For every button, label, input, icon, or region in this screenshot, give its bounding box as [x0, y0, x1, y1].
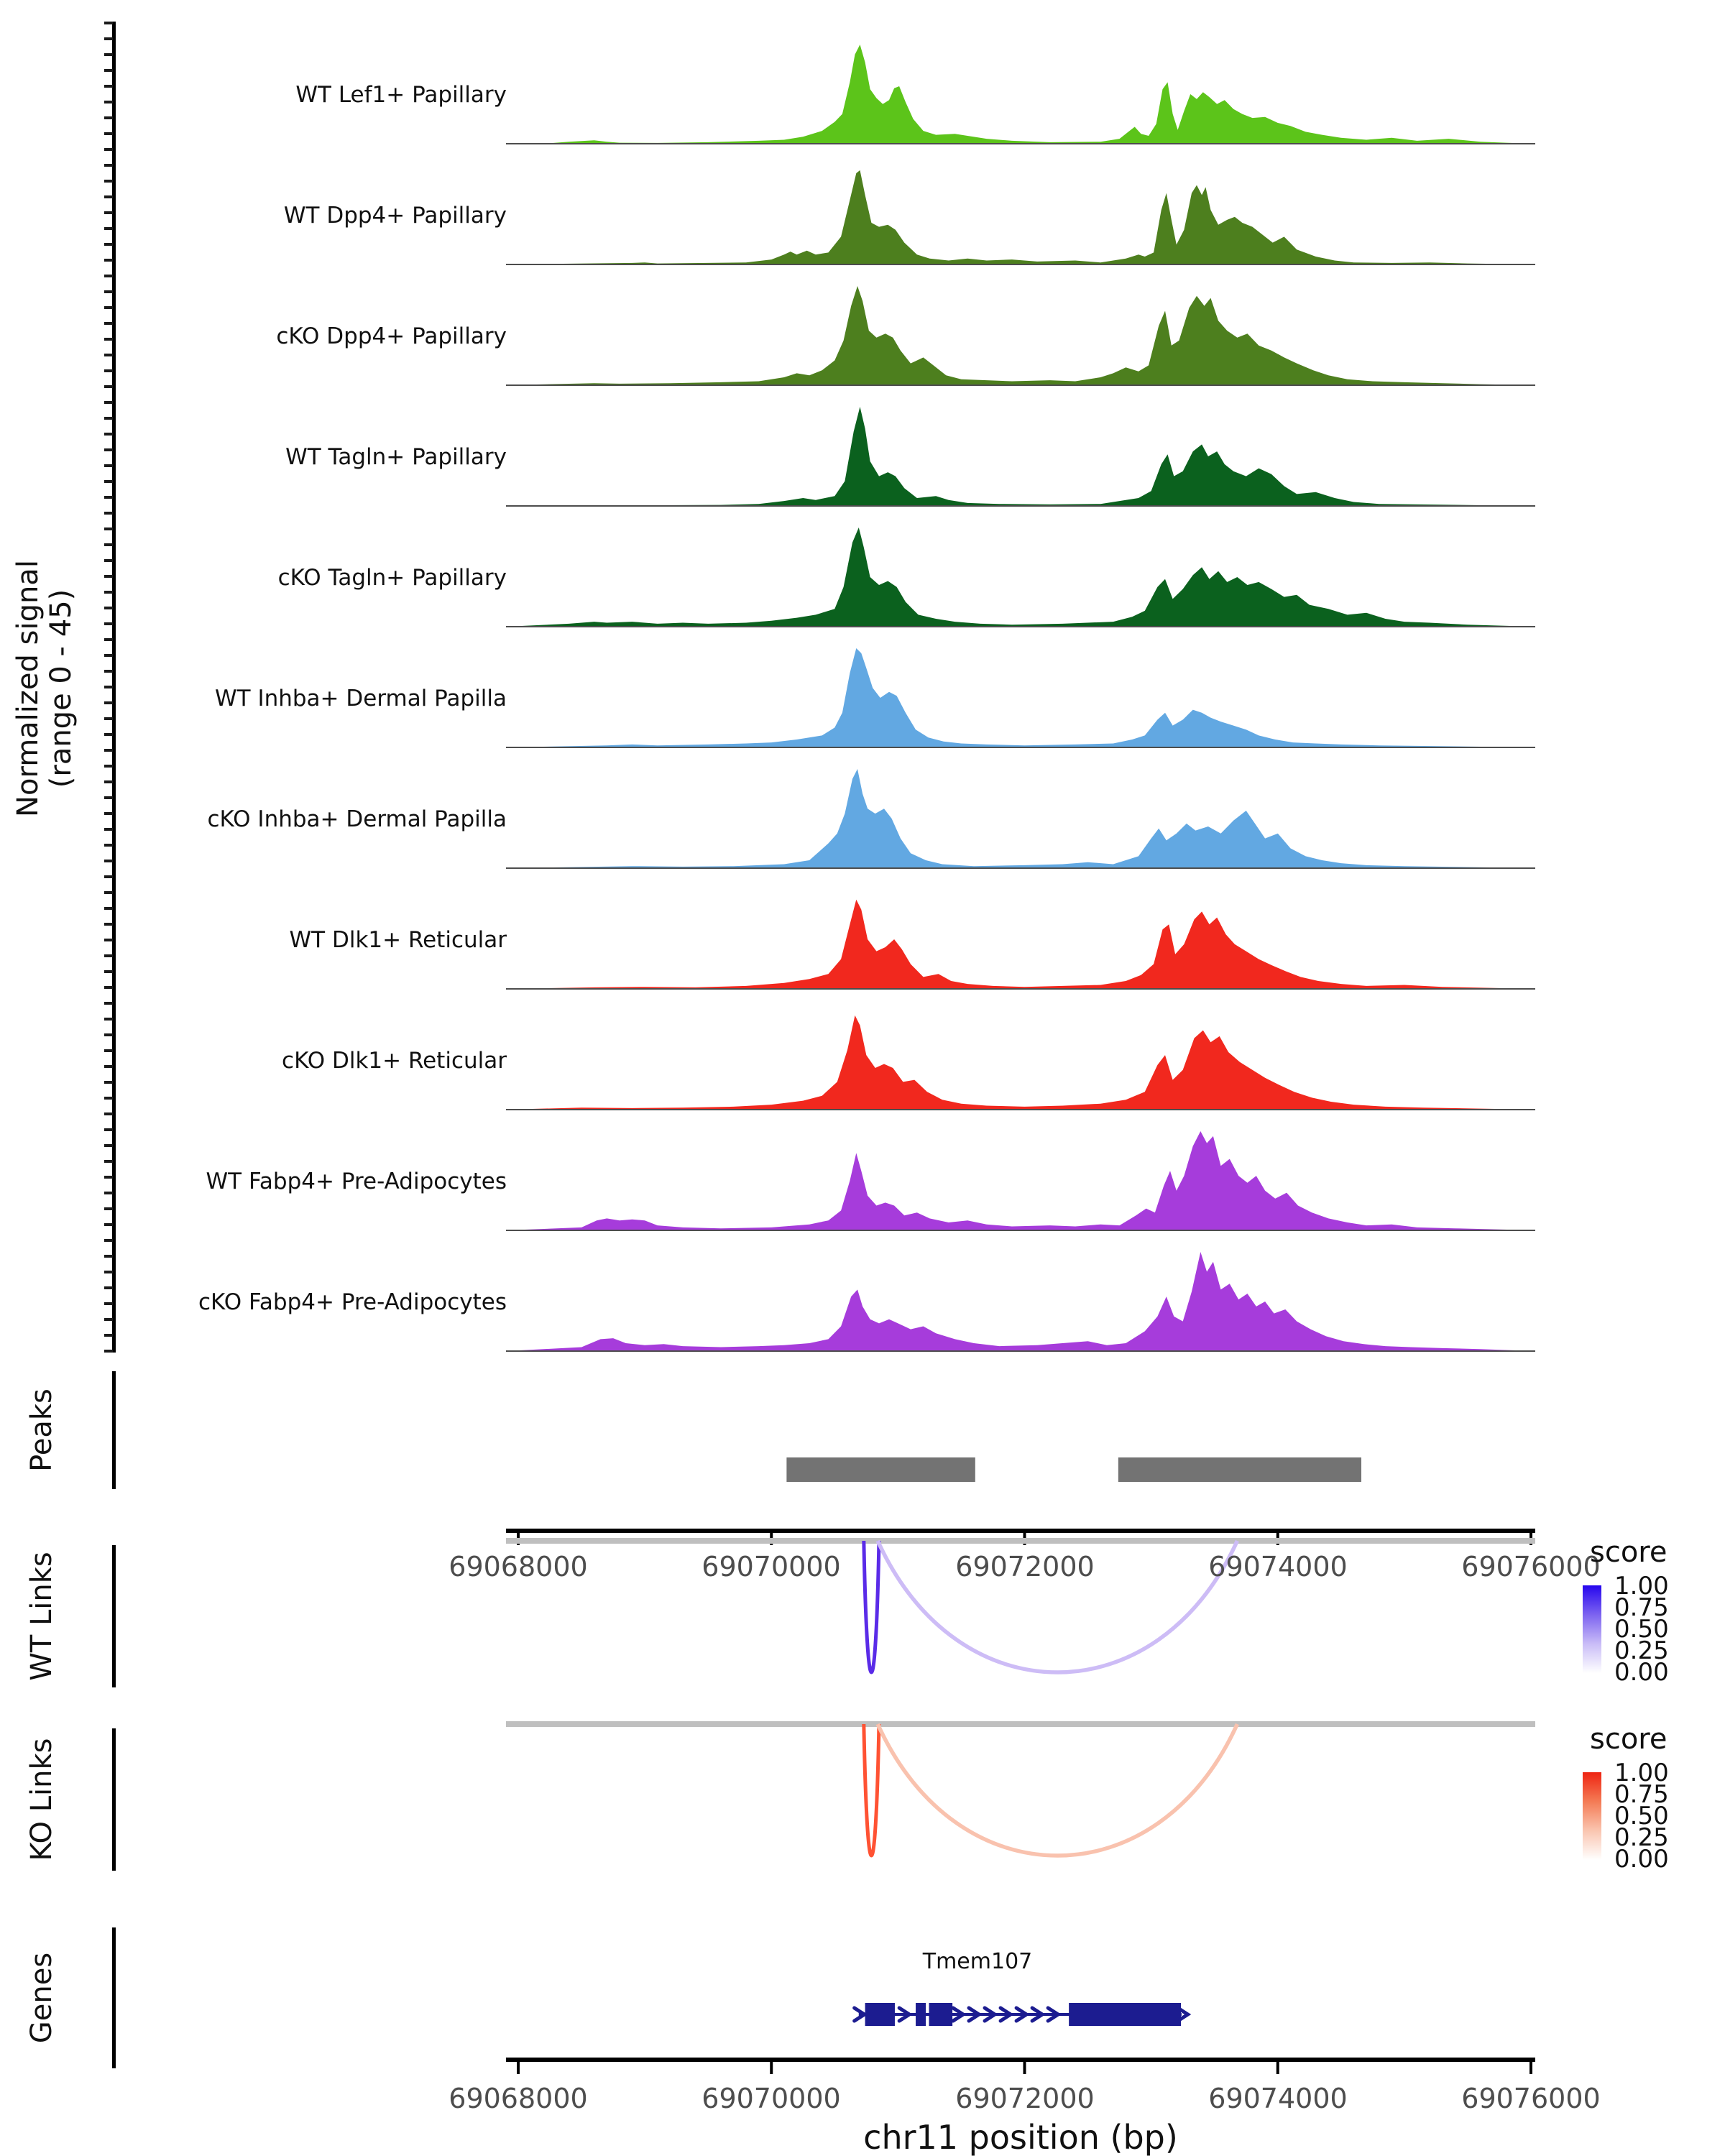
axis1-tick-3: 69074000	[1208, 1551, 1348, 1583]
coverage-area-9	[506, 1131, 1535, 1230]
section-label-genes: Genes	[25, 1952, 58, 2044]
axis2-tick-2: 69072000	[955, 2083, 1095, 2114]
y-axis-title-line1: Normalized signal	[12, 560, 45, 817]
ko-links-axis-bar	[112, 1728, 116, 1871]
wt-score-label-100: 1.00	[1614, 1572, 1669, 1600]
gene-exon-3	[1069, 2003, 1181, 2026]
axis1-tick-2: 69072000	[955, 1551, 1095, 1583]
gene-exon-0	[865, 2003, 895, 2026]
track-label-8: cKO Dlk1+ Reticular	[282, 1048, 507, 1074]
ko-score-gradient-bar	[1583, 1772, 1601, 1860]
section-label-peaks: Peaks	[25, 1388, 58, 1472]
track-label-7: WT Dlk1+ Reticular	[289, 927, 507, 953]
ko-score-label-050: 0.50	[1614, 1802, 1669, 1830]
axis2-tick-3: 69074000	[1208, 2083, 1348, 2114]
axis1-tick-4: 69076000	[1461, 1551, 1601, 1583]
axis1-tick-1: 69070000	[702, 1551, 841, 1583]
ko-score-label-000: 0.00	[1614, 1845, 1669, 1874]
coverage-area-4	[506, 528, 1535, 627]
genes-axis-bar	[112, 1927, 116, 2068]
coverage-area-3	[506, 407, 1535, 506]
x-axis-title: chr11 position (bp)	[863, 2118, 1178, 2156]
peak-bar-0	[786, 1457, 975, 1482]
gene-name-label: Tmem107	[922, 1949, 1033, 1974]
gene-exon-1	[916, 2003, 926, 2026]
track-label-4: cKO Tagln+ Papillary	[277, 565, 507, 591]
ko-score-label-075: 0.75	[1614, 1780, 1669, 1809]
track-label-1: WT Dpp4+ Papillary	[283, 203, 507, 229]
track-label-2: cKO Dpp4+ Papillary	[276, 323, 507, 349]
axis1-tick-0: 69068000	[448, 1551, 588, 1583]
track-label-3: WT Tagln+ Papillary	[285, 444, 507, 470]
coverage-area-7	[506, 900, 1535, 989]
track-label-6: cKO Inhba+ Dermal Papilla	[207, 806, 507, 832]
coverage-area-0	[506, 45, 1535, 144]
ko-link-arc-1	[878, 1724, 1237, 1856]
wt-link-arc-0	[864, 1541, 879, 1672]
wt-links-axis-bar	[112, 1545, 116, 1687]
peaks-axis-bar	[112, 1371, 116, 1489]
y-axis-title	[12, 365, 78, 1012]
coverage-area-2	[506, 286, 1535, 385]
ko-score-label-100: 1.00	[1614, 1759, 1669, 1787]
peak-bar-1	[1118, 1457, 1361, 1482]
axis2-tick-0: 69068000	[448, 2083, 588, 2114]
coverage-area-10	[506, 1252, 1535, 1351]
coverage-area-1	[506, 170, 1535, 264]
track-label-9: WT Fabp4+ Pre-Adipocytes	[206, 1169, 507, 1194]
gene-exon-2	[929, 2003, 953, 2026]
section-label-ko-links: KO Links	[25, 1738, 58, 1861]
track-label-0: WT Lef1+ Papillary	[295, 82, 507, 108]
coverage-area-6	[506, 769, 1535, 868]
track-label-5: WT Inhba+ Dermal Papilla	[215, 686, 507, 711]
ko-score-label-025: 0.25	[1614, 1823, 1669, 1852]
wt-score-gradient-bar	[1583, 1585, 1601, 1673]
ko-link-arc-0	[864, 1724, 879, 1856]
track-label-10: cKO Fabp4+ Pre-Adipocytes	[198, 1289, 507, 1315]
wt-score-label-050: 0.50	[1614, 1615, 1669, 1644]
axis2-tick-4: 69076000	[1461, 2083, 1601, 2114]
coverage-area-8	[506, 1015, 1535, 1110]
section-label-wt-links: WT Links	[25, 1552, 58, 1681]
coverage-area-5	[506, 648, 1535, 747]
wt-score-label-000: 0.00	[1614, 1658, 1669, 1687]
wt-score-legend-title: score	[1590, 1536, 1668, 1569]
y-axis-title-line2: (range 0 - 45)	[45, 589, 78, 788]
wt-score-label-025: 0.25	[1614, 1636, 1669, 1665]
ko-score-legend-title: score	[1590, 1723, 1668, 1756]
axis2-tick-1: 69070000	[702, 2083, 841, 2114]
wt-score-label-075: 0.75	[1614, 1593, 1669, 1622]
